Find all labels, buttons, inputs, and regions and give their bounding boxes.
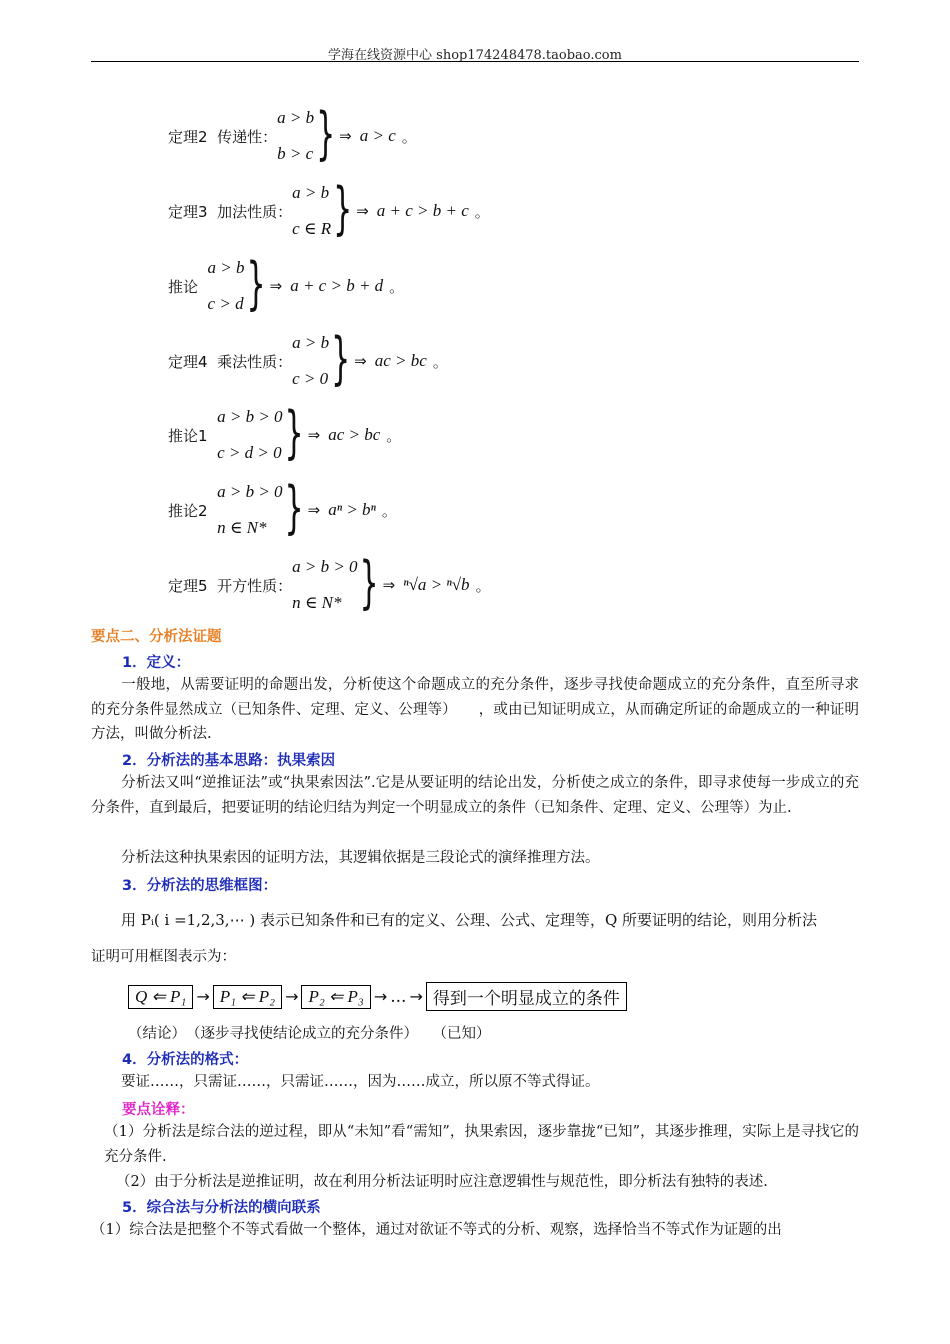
period: 。: [389, 277, 405, 296]
flow-box-3: P₂ ⇐ P₃: [301, 985, 370, 1009]
condition-1: a > b: [277, 108, 315, 127]
theorem-row: [168, 475, 397, 543]
theorem-label: 推论2: [168, 501, 218, 520]
condition-2: n ∈ N*: [292, 593, 342, 612]
subsection-title-1: 1．定义：: [122, 655, 191, 671]
implies-icon: ⇒: [339, 127, 352, 145]
condition-1: a > b: [292, 183, 330, 202]
brace-icon: }: [359, 550, 379, 618]
theorem-label: 定理5 开方性质：: [168, 576, 293, 595]
period: 。: [432, 352, 448, 371]
arrow-right-icon: →: [196, 987, 210, 1006]
theorem-label: 推论1: [168, 426, 218, 445]
subsection-title-2: 2．分析法的基本思路：执果索因: [122, 753, 336, 769]
theorem-label: 定理2 传递性：: [168, 127, 278, 146]
condition-2: c > 0: [292, 369, 329, 388]
note-2: （2）由于分析法是逆推证明，故在利用分析法证明时应注意逻辑性与规范性，即分析法有独特的表述.: [116, 1174, 768, 1190]
theorem-result: ac > bc: [328, 425, 381, 444]
theorem-result: a + c > b + d: [290, 276, 384, 295]
theorem-conditions: [208, 258, 245, 314]
implies-icon: ⇒: [354, 352, 367, 370]
brace-icon: }: [246, 251, 266, 319]
condition-2: b > c: [277, 144, 314, 163]
framework-text: 用 Pᵢ( i =1,2,3,⋯ ) 表示已知条件和已有的定义、公理、公式、定理等，Q 所要证明的结论，则用分析法: [121, 911, 818, 929]
definition-paragraph: [91, 673, 859, 747]
framework-paragraph: [91, 908, 859, 933]
condition-2: c ∈ R: [292, 219, 332, 238]
note-1-text: （1）分析法是综合法的逆过程，即从“未知”看“需知”，执果索因，逐步靠拢“已知”，其逐步推理，实际上是寻找它的充分条件.: [104, 1124, 859, 1165]
format-text: 要证……，只需证……，只需证……，因为……成立，所以原不等式得证。: [121, 1074, 600, 1090]
implies-icon: ⇒: [307, 426, 321, 444]
definition-text: 一般地，从需要证明的命题出发，分析使这个命题成立的充分条件，逐步寻找使命题成立的充分条件，直至所寻求的充分条件显然成立（已知条件、定理、定义、公理等） ，或由已知证明成立，从而确定所证的命题成立的一种证明方法，叫做分析法.: [91, 677, 859, 742]
subsection-title-5: 5．综合法与分析法的横向联系: [122, 1200, 321, 1216]
theorem-conditions: [292, 557, 357, 613]
period: 。: [474, 202, 490, 221]
theorem-row: [168, 400, 402, 468]
flow-diagram: [128, 982, 627, 1011]
theorem-conditions: [292, 183, 331, 239]
condition-1: a > b > 0: [292, 557, 358, 576]
arrow-right-icon: →: [409, 987, 423, 1006]
flow-box-1: Q ⇐ P₁: [128, 985, 193, 1009]
theorem-row: [168, 550, 491, 618]
period: 。: [381, 501, 397, 520]
theorem-label: 推论: [168, 277, 208, 296]
note-1: [104, 1120, 859, 1169]
flow-box-final: 得到一个明显成立的条件: [426, 982, 627, 1011]
period: 。: [386, 426, 402, 445]
logic-paragraph: [91, 846, 859, 871]
flow-captions: （结论） （逐步寻找使结论成立的充分条件） （已知）: [128, 1026, 491, 1042]
approach-paragraph: [91, 771, 859, 820]
theorem-label: 定理3 加法性质：: [168, 202, 293, 221]
approach-text: 分析法又叫“逆推证法”或“执果索因法”.它是从要证明的结论出发，分析使之成立的条件，即寻求使每一步成立的充分条件，直到最后，把要证明的结论归结为判定一个明显成立的条件（已知条件、定理、定义、公理等）为止.: [91, 775, 859, 816]
theorem-result: ⁿ√a > ⁿ√b: [403, 575, 470, 594]
condition-2: c > d > 0: [217, 443, 282, 462]
comparison-text: （1）综合法是把整个不等式看做一个整体，通过对欲证不等式的分析、观察，选择恰当不等式作为证题的出: [91, 1222, 782, 1238]
theorem-result: aⁿ > bⁿ: [328, 500, 376, 519]
implies-icon: ⇒: [382, 576, 396, 594]
arrow-right-icon: →: [285, 987, 299, 1006]
period: 。: [475, 576, 491, 595]
theorem-conditions: [292, 333, 329, 389]
condition-2: c > d: [207, 294, 244, 313]
theorem-row: [168, 251, 405, 319]
theorem-result: a > c: [359, 126, 396, 145]
header-rule: [91, 61, 859, 62]
theorem-result: a + c > b + c: [376, 201, 469, 220]
period: 。: [401, 127, 417, 146]
note-title: 要点诠释：: [122, 1102, 195, 1118]
framework-paragraph-2: 证明可用框图表示为：: [91, 949, 236, 965]
condition-1: a > b > 0: [217, 407, 283, 426]
theorem-conditions: [217, 482, 282, 538]
condition-1: a > b: [292, 333, 330, 352]
theorem-conditions: [277, 108, 314, 164]
implies-icon: ⇒: [307, 501, 321, 519]
theorem-result: ac > bc: [374, 351, 427, 370]
logic-text: 分析法这种执果索因的证明方法，其逻辑依据是三段论式的演绎推理方法。: [121, 850, 600, 866]
theorem-row: [168, 326, 448, 394]
theorem-label: 定理4 乘法性质：: [168, 352, 293, 371]
brace-icon: }: [331, 326, 351, 394]
page-header: 学海在线资源中心 shop174248478.taobao.com: [328, 48, 622, 63]
arrow-right-icon: →: [373, 987, 388, 1006]
theorem-conditions: [217, 407, 282, 463]
brace-icon: }: [284, 400, 304, 468]
implies-icon: ⇒: [356, 202, 369, 220]
brace-icon: }: [284, 475, 304, 543]
subsection-title-4: 4．分析法的格式：: [122, 1052, 249, 1068]
theorem-row: [168, 176, 490, 244]
brace-icon: }: [333, 176, 353, 244]
theorem-row: [168, 101, 417, 169]
condition-2: n ∈ N*: [217, 518, 267, 537]
condition-1: a > b: [207, 258, 245, 277]
section-title: 要点二、分析法证题: [91, 629, 222, 645]
subsection-title-3: 3．分析法的思维框图：: [122, 878, 278, 894]
brace-icon: }: [316, 101, 336, 169]
flow-box-2: P₁ ⇐ P₂: [213, 985, 282, 1009]
condition-1: a > b > 0: [217, 482, 283, 501]
implies-icon: ⇒: [269, 277, 283, 295]
flow-ellipsis: ...: [390, 986, 407, 1007]
